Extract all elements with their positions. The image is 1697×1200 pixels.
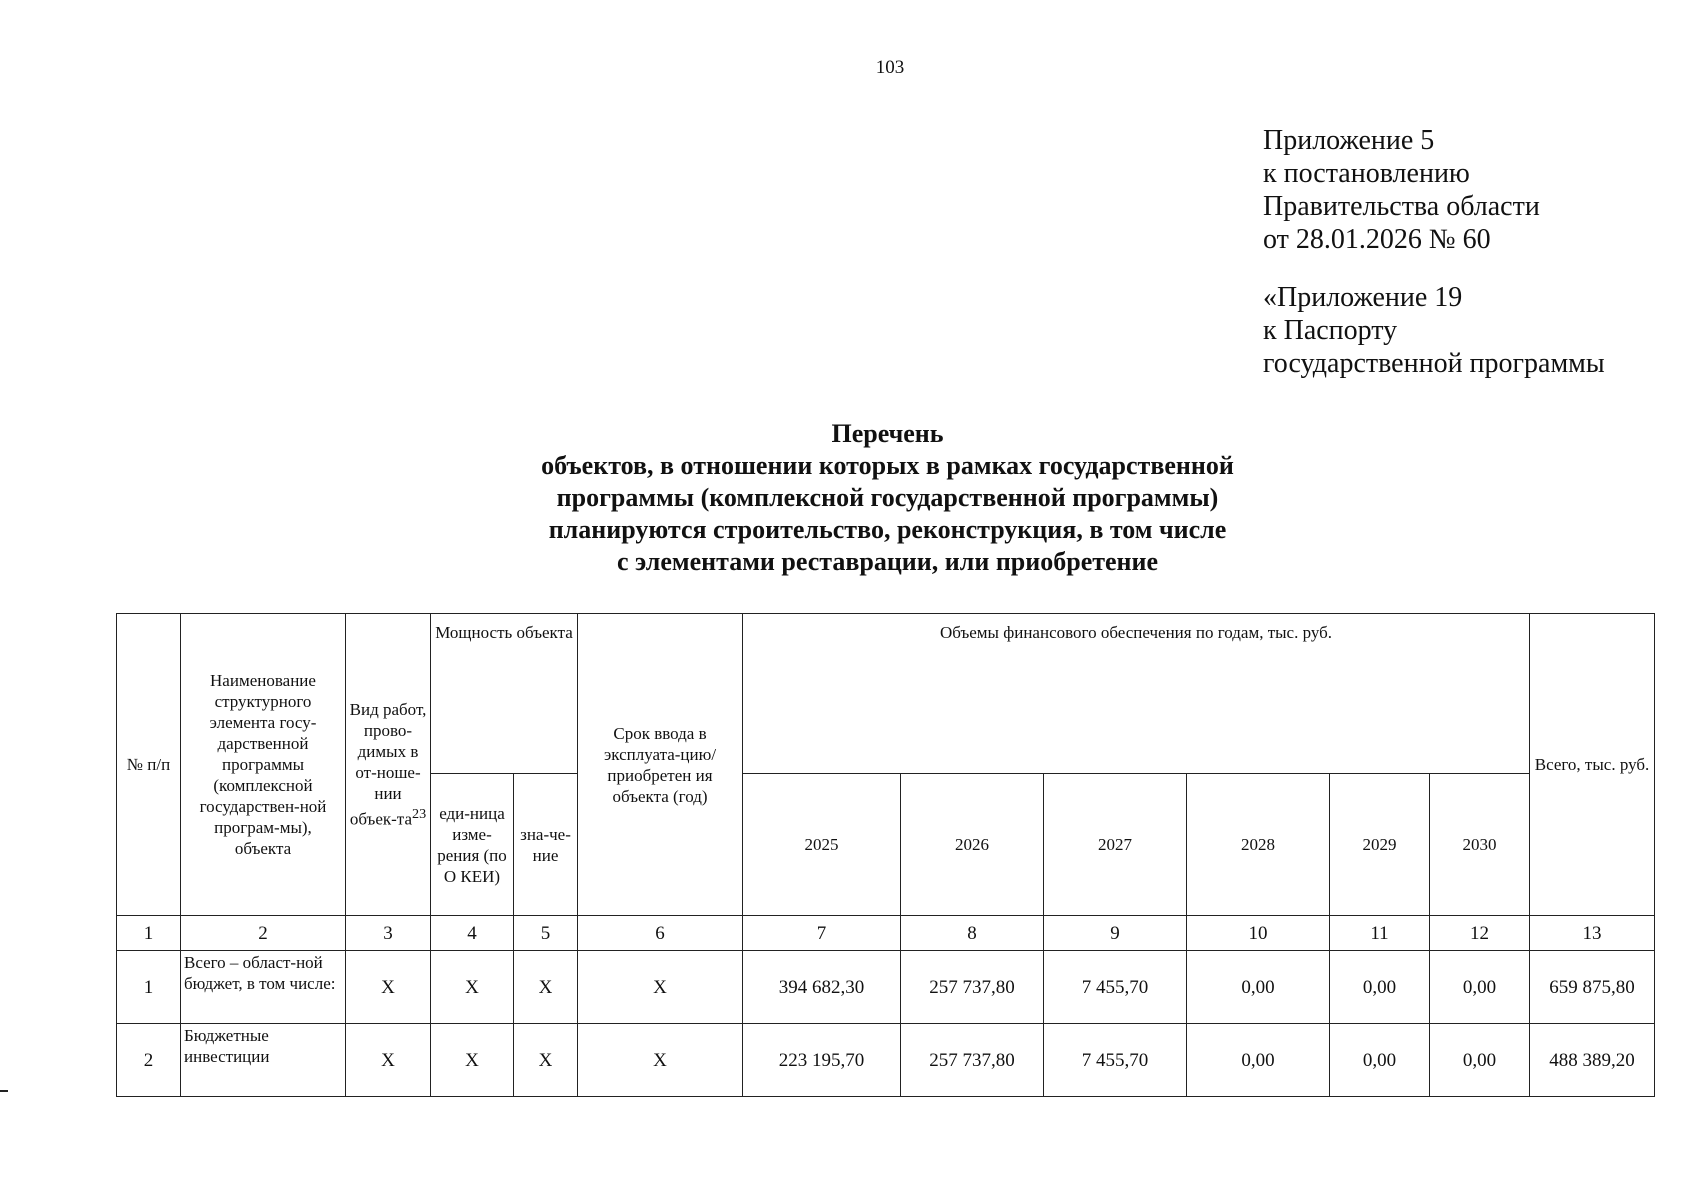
row-2029: 0,00 [1330,951,1430,1024]
header-funding: Объемы финансового обеспечения по годам, тыс. руб. [743,614,1530,774]
row-work-type: X [346,951,431,1024]
row-2028: 0,00 [1187,951,1330,1024]
appendix-line: от 28.01.2026 № 60 [1263,224,1491,255]
appendix-line: государственной программы [1263,348,1605,379]
row-2026: 257 737,80 [901,951,1044,1024]
row-name: Бюджетные инвестиции [181,1024,346,1097]
header-work-type-text: Вид работ, прово-димых в от-ноше-нии объек-та [349,700,427,829]
row-2025: 394 682,30 [743,951,901,1024]
row-total: 488 389,20 [1530,1024,1655,1097]
row-2026: 257 737,80 [901,1024,1044,1097]
header-num: № п/п [117,614,181,916]
footnote-ref: 23 [412,806,427,823]
row-value: X [514,951,578,1024]
row-num: 2 [117,1024,181,1097]
row-total: 659 875,80 [1530,951,1655,1024]
header-unit: еди-ница изме-рения (по О КЕИ) [431,774,514,916]
column-number: 11 [1330,916,1430,951]
column-number-row [117,916,1655,951]
margin-mark [0,1090,8,1092]
appendix-line: «Приложение 19 [1263,282,1463,313]
column-number: 9 [1044,916,1187,951]
column-number: 8 [901,916,1044,951]
table-row [117,951,1655,1024]
column-number: 13 [1530,916,1655,951]
objects-table [116,613,1655,1097]
row-num: 1 [117,951,181,1024]
column-number: 5 [514,916,578,951]
appendix-line: к Паспорту [1263,315,1398,346]
header-name: Наименование структурного элемента госу-дарственной программы (комплексной государствен-ной програм-мы), объекта [181,614,346,916]
header-year: 2029 [1330,774,1430,916]
row-work-type: X [346,1024,431,1097]
header-year: 2025 [743,774,901,916]
appendix-line: Правительства области [1263,191,1540,222]
row-name: Всего – област-ной бюджет, в том числе: [181,951,346,1024]
header-value: зна-че-ние [514,774,578,916]
title-line: Перечень [831,419,944,448]
document-title [0,418,1697,578]
column-number: 3 [346,916,431,951]
row-unit: X [431,951,514,1024]
column-number: 2 [181,916,346,951]
header-work-type [346,614,431,916]
header-year: 2030 [1430,774,1530,916]
column-number: 7 [743,916,901,951]
header-year: 2027 [1044,774,1187,916]
row-2029: 0,00 [1330,1024,1430,1097]
header-year: 2028 [1187,774,1330,916]
row-2030: 0,00 [1430,1024,1530,1097]
column-number: 6 [578,916,743,951]
header-year: 2026 [901,774,1044,916]
row-2027: 7 455,70 [1044,951,1187,1024]
table-row [117,1024,1655,1097]
title-line: планируются строительство, реконструкция, в том числе [548,515,1227,544]
row-2025: 223 195,70 [743,1024,901,1097]
header-term: Срок ввода в эксплуата-цию/приобретен ия объекта (год) [578,614,743,916]
column-number: 12 [1430,916,1530,951]
row-2027: 7 455,70 [1044,1024,1187,1097]
column-number: 1 [117,916,181,951]
appendix-line: к постановлению [1263,158,1470,189]
row-term: X [578,951,743,1024]
header-capacity: Мощность объекта [431,614,578,774]
column-number: 4 [431,916,514,951]
appendix-note [1263,124,1605,380]
row-value: X [514,1024,578,1097]
column-number: 10 [1187,916,1330,951]
row-2028: 0,00 [1187,1024,1330,1097]
appendix-line: Приложение 5 [1263,125,1435,156]
title-line: объектов, в отношении которых в рамках государственной [541,451,1234,480]
row-2030: 0,00 [1430,951,1530,1024]
title-line: с элементами реставрации, или приобретение [616,547,1159,576]
title-line: программы (комплексной государственной программы) [556,483,1219,512]
row-unit: X [431,1024,514,1097]
page-number: 103 [875,57,905,78]
header-total: Всего, тыс. руб. [1530,614,1655,916]
row-term: X [578,1024,743,1097]
